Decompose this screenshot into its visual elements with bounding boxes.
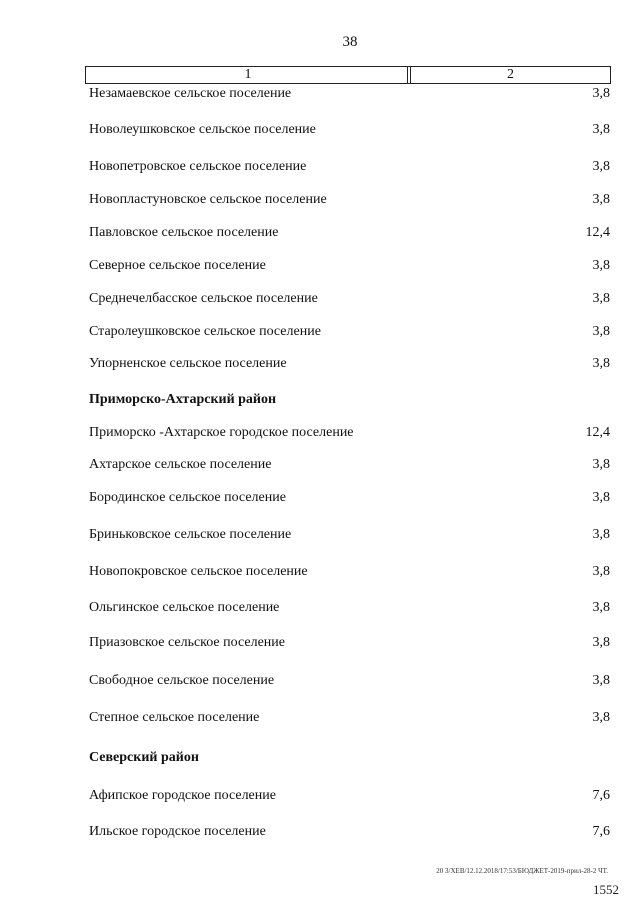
settlement-value: 3,8 <box>592 258 610 273</box>
district-name: Северский район <box>89 750 199 765</box>
settlement-name: Ольгинское сельское поселение <box>89 600 280 615</box>
table-row <box>89 598 610 618</box>
settlement-name: Ильское городское поселение <box>89 824 266 839</box>
settlement-value: 3,8 <box>592 291 610 306</box>
settlement-value: 3,8 <box>592 490 610 505</box>
table-row <box>89 157 610 177</box>
settlement-value: 3,8 <box>592 600 610 615</box>
table-row <box>89 223 610 243</box>
settlement-name: Северное сельское поселение <box>89 258 266 273</box>
settlement-name: Новопетровское сельское поселение <box>89 159 307 174</box>
table-row <box>89 289 610 309</box>
settlement-value: 12,4 <box>585 225 610 240</box>
settlement-value: 12,4 <box>585 425 610 440</box>
settlement-value: 7,6 <box>592 788 610 803</box>
settlement-name: Афипское городское поселение <box>89 788 276 803</box>
settlement-value: 3,8 <box>592 673 610 688</box>
page-number: 38 <box>342 34 358 50</box>
settlement-value: 3,8 <box>592 527 610 542</box>
table-row <box>89 708 610 728</box>
settlement-name: Свободное сельское поселение <box>89 673 275 688</box>
settlement-name: Упорненское сельское поселение <box>89 356 287 371</box>
table-row <box>89 455 610 475</box>
settlement-value: 3,8 <box>592 564 610 579</box>
settlement-value: 3,8 <box>592 710 610 725</box>
settlement-value: 3,8 <box>592 122 610 137</box>
table-row <box>89 190 610 210</box>
table-row <box>89 671 610 691</box>
table-row <box>89 786 610 806</box>
settlement-value: 3,8 <box>592 457 610 472</box>
header-column-1: 1 <box>86 67 411 83</box>
settlement-name: Незамаевское сельское поселение <box>89 86 292 101</box>
table-row <box>89 354 610 374</box>
settlement-name: Бородинское сельское поселение <box>89 490 286 505</box>
table-row <box>89 562 610 582</box>
settlement-name: Ахтарское сельское поселение <box>89 457 272 472</box>
settlement-name: Бриньковское сельское поселение <box>89 527 292 542</box>
settlement-name: Новолеушковское сельское поселение <box>89 122 316 137</box>
settlement-value: 3,8 <box>592 356 610 371</box>
district-heading <box>89 390 610 410</box>
settlement-name: Степное сельское поселение <box>89 710 260 725</box>
table-row <box>89 525 610 545</box>
settlement-name: Павловское сельское поселение <box>89 225 279 240</box>
district-name: Приморско-Ахтарский район <box>89 392 277 407</box>
header-column-2: 2 <box>507 67 514 82</box>
settlement-value: 3,8 <box>592 635 610 650</box>
settlement-name: Среднечелбасское сельское поселение <box>89 291 318 306</box>
settlement-name: Новопластуновское сельское поселение <box>89 192 327 207</box>
table-header <box>85 66 611 84</box>
table-row <box>89 256 610 276</box>
settlement-value: 7,6 <box>592 824 610 839</box>
table-row <box>89 322 610 342</box>
table-row <box>89 120 610 140</box>
settlement-value: 3,8 <box>592 324 610 339</box>
settlement-value: 3,8 <box>592 86 610 101</box>
table-row <box>89 633 610 653</box>
table-row <box>89 84 610 104</box>
settlement-name: Старолеушковское сельское поселение <box>89 324 321 339</box>
table-row <box>89 423 610 443</box>
settlement-name: Новопокровское сельское поселение <box>89 564 308 579</box>
document-code: 20 3/ХЕВ/12.12.2018/17:53/БЮДЖЕТ-2019-прил-28-2 ЧТ. <box>436 867 608 875</box>
settlement-value: 3,8 <box>592 159 610 174</box>
settlement-value: 3,8 <box>592 192 610 207</box>
settlement-name: Приморско -Ахтарское городское поселение <box>89 425 354 440</box>
district-heading <box>89 748 610 768</box>
sheet-number: 1552 <box>593 882 619 897</box>
table-row <box>89 488 610 508</box>
settlement-name: Приазовское сельское поселение <box>89 635 285 650</box>
table-row <box>89 822 610 842</box>
